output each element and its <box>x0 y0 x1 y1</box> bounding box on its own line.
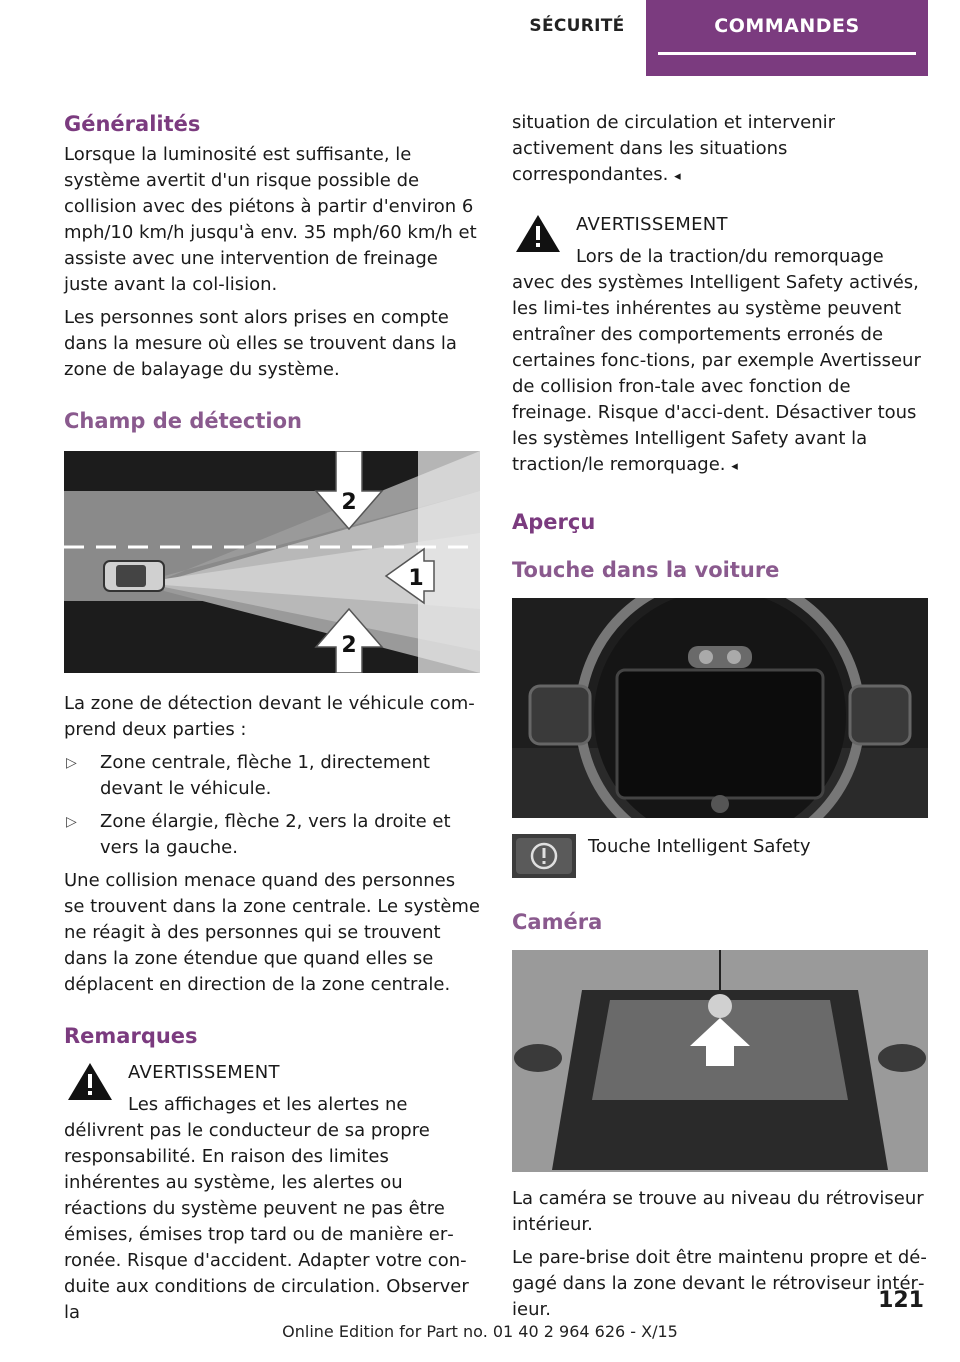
button-caption-row <box>512 834 928 878</box>
end-mark-icon: ◂ <box>731 459 738 474</box>
warning-triangle-icon <box>64 1058 116 1104</box>
paragraph-collision: Une collision menace quand des personnes se trouvent dans la zone centrale. Le système ne réagit à des personnes qui se trouvent dans la zone étendue que quand elles se déplacent en direction de la zone centrale. <box>64 870 480 995</box>
paragraph-camera-2: Le pare-brise doit être maintenu propre et dé‐gagé dans la zone devant le rétroviseur intér‐ieur. <box>512 1247 927 1320</box>
paragraph-generalites-1: Lorsque la luminosité est suffisante, le système avertit d'un risque possible de collision avec des piétons à partir d'environ 6 mph/10 km/h jusqu'à env. 35 mph/60 km/h et assiste avec une intervention de freinage juste avant la col‐lision. <box>64 144 477 295</box>
heading-touche-voiture: Touche dans la voiture <box>512 558 780 582</box>
button-caption: Touche Intelligent Safety <box>588 836 811 857</box>
heading-champ-detection: Champ de détection <box>64 409 302 433</box>
warning-block-2 <box>512 210 928 480</box>
list-item: ▷ Zone élargie, flèche 2, vers la droite et vers la gauche. <box>66 811 451 858</box>
paragraph-continuation: situation de circulation et intervenir activement dans les situations correspondantes. ◂ <box>512 112 836 185</box>
warning-title: AVERTISSEMENT <box>576 214 728 235</box>
footer-edition: Online Edition for Part no. 01 40 2 964 626 - X/15 <box>282 1322 678 1341</box>
dashboard-button-figure <box>512 598 928 818</box>
warning-block-1 <box>64 1058 480 1326</box>
warning-triangle-icon <box>512 210 564 256</box>
tab-securite[interactable]: SÉCURITÉ <box>529 16 625 36</box>
fig-label-2-bottom: 2 <box>341 633 357 658</box>
warning-text: Les affichages et les alertes ne délivrent pas le conducteur de sa propre responsabilité. En raison des limites inhérentes au système, les alertes ou réactions du système peuvent ne pas être émises, émises trop tard ou de manière er‐ronée. Risque d'accident. Adapter votre con‐duite aux conditions de circulation. Observer la <box>64 1094 469 1323</box>
page-number: 121 <box>878 1288 924 1313</box>
heading-remarques: Remarques <box>64 1024 198 1048</box>
paragraph-camera-1: La caméra se trouve au niveau du rétroviseur intérieur. <box>512 1188 924 1235</box>
chapter-tabs <box>508 0 928 76</box>
paragraph-generalites-2: Les personnes sont alors prises en compte dans la mesure où elles se trouvent dans la zone de balayage du système. <box>64 307 457 380</box>
fig-label-1: 1 <box>408 566 424 591</box>
left-column <box>64 110 480 1334</box>
fig-label-2-top: 2 <box>341 490 357 515</box>
list-item: ▷ Zone centrale, flèche 1, directement devant le véhicule. <box>66 752 430 799</box>
zone-list <box>64 750 480 861</box>
warning-text: Lors de la traction/du remorquage avec des systèmes Intelligent Safety activés, les limi‐tes inhérentes au système peuvent entraîner des comportements erronés de certaines fonc‐tions, par exemple Avertisseur de collision fron‐tale avec fonction de freinage. Risque d'acci‐dent. Désactiver tous les systèmes Intelligent Safety avant la traction/le remorquage. ◂ <box>512 246 921 475</box>
heading-generalites: Généralités <box>64 112 201 136</box>
bullet-triangle-icon: ▷ <box>66 814 77 830</box>
camera-figure <box>512 950 928 1172</box>
end-mark-icon: ◂ <box>674 169 681 184</box>
warning-title: AVERTISSEMENT <box>128 1062 280 1083</box>
tab-commandes[interactable] <box>646 0 928 76</box>
detection-zone-figure <box>64 451 480 673</box>
tab-commandes-label: COMMANDES <box>658 0 916 55</box>
right-column <box>512 110 928 1330</box>
paragraph-zone: La zone de détection devant le véhicule com‐prend deux parties : <box>64 693 475 740</box>
heading-camera: Caméra <box>512 910 603 934</box>
intelligent-safety-button-icon <box>512 834 576 878</box>
heading-apercu: Aperçu <box>512 510 596 534</box>
bullet-triangle-icon: ▷ <box>66 755 77 771</box>
